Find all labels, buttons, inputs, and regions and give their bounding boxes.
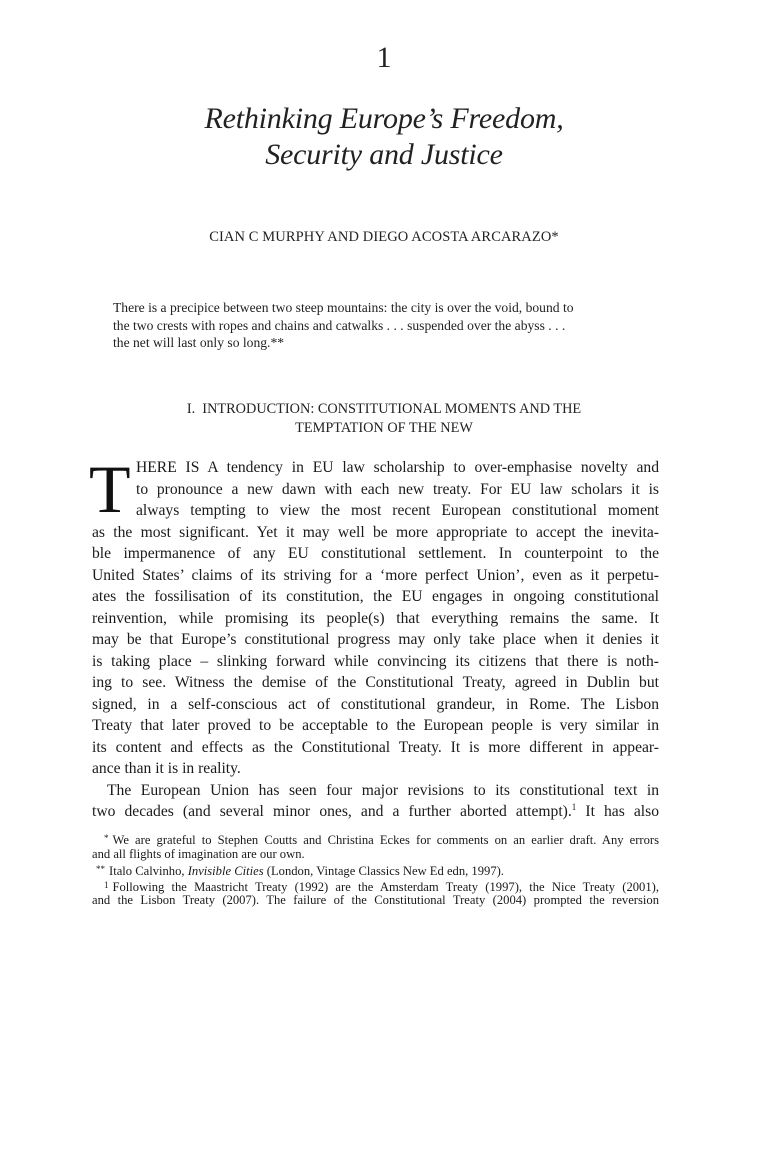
body-line: signed, in a self-conscious act of constitutional grandeur, in Rome. The Lisbon — [92, 695, 659, 713]
footnote-marker: ** — [96, 864, 105, 875]
chapter-title — [0, 101, 768, 173]
paragraph — [92, 780, 659, 823]
body-line: United States’ claims of its striving for a ‘more perfect Union’, even as it perpetu- — [92, 566, 659, 584]
footnote-line — [92, 831, 659, 847]
footnote-marker: 1 — [104, 879, 109, 890]
footnote-text: Italo Calvinho, — [109, 864, 188, 879]
body-text — [89, 451, 659, 823]
footnote-ref[interactable]: 1 — [571, 802, 577, 812]
body-line: as the most significant. Yet it may well be more appropriate to accept the inevita- — [92, 523, 659, 541]
body-line-text: two decades (and several minor ones, and a further aborted attempt). — [92, 803, 572, 820]
chapter-number: 1 — [376, 41, 392, 74]
body-line: reinvention, while promising its people(s) that everything remains the same. It — [92, 609, 659, 627]
body-line: may be that Europe’s constitutional progress may only take place when it denies it — [92, 631, 659, 648]
epigraph-line: the two crests with ropes and chains and catwalks . . . suspended over the abyss . . . — [113, 317, 566, 333]
epigraph-line: the net will last only so long.** — [113, 335, 285, 350]
footnote — [92, 878, 659, 909]
footnote-line: and the Lisbon Treaty (2007). The failure of the Constitutional Treaty (2004) prompted the reversion — [92, 893, 659, 908]
body-line: Treaty that later proved to be acceptable to the European people is very similar in — [92, 717, 659, 734]
book-title: Invisible Cities — [187, 864, 264, 879]
body-line: ates the fossilisation of its constitution, the EU engages in ongoing constitutional — [92, 588, 659, 605]
body-line: always tempting to view the most recent European constitutional moment — [136, 502, 659, 519]
body-line: HERE IS A tendency in EU law scholarship to over-emphasise novelty and — [136, 459, 659, 476]
body-line: The European Union has seen four major revisions to its constitutional text in — [107, 781, 659, 799]
chapter-title-line: Security and Justice — [265, 138, 503, 171]
footnote-line — [92, 862, 659, 878]
section-heading-line: TEMPTATION OF THE NEW — [295, 419, 473, 436]
epigraph-line: There is a precipice between two steep mountains: the city is over the void, bound to — [113, 300, 574, 315]
paragraph — [92, 457, 659, 780]
footnote-text: (London, Vintage Classics New Ed edn, 1997). — [263, 864, 504, 879]
footnote-text: We are grateful to Stephen Coutts and Christina Eckes for comments on an earlier draft. Any errors — [112, 833, 659, 847]
footnote-text: Following the Maastricht Treaty (1992) are the Amsterdam Treaty (1997), the Nice Treaty (2001), — [112, 879, 659, 894]
epigraph — [113, 299, 658, 352]
section-heading — [0, 400, 768, 437]
body-line-text: It has also — [585, 803, 659, 820]
section-heading-line: I. INTRODUCTION: CONSTITUTIONAL MOMENTS AND THE — [186, 401, 582, 417]
chapter-authors: CIAN C MURPHY AND DIEGO ACOSTA ARCARAZO* — [209, 229, 559, 245]
footnote — [92, 862, 659, 878]
body-line — [92, 801, 659, 823]
body-line: ance than it is in reality. — [92, 760, 241, 777]
footnote — [92, 831, 659, 862]
chapter-title-line: Rethinking Europe’s Freedom, — [204, 102, 564, 135]
footnote-line — [92, 878, 659, 894]
body-line: ing to see. Witness the demise of the Constitutional Treaty, agreed in Dublin but — [92, 674, 659, 691]
body-line: to pronounce a new dawn with each new treaty. For EU law scholars it is — [136, 480, 659, 498]
body-line: its content and effects as the Constitutional Treaty. It is more different in appear- — [92, 738, 659, 756]
drop-cap: T — [89, 451, 131, 527]
footnotes — [92, 831, 659, 909]
body-line: is taking place – slinking forward while convincing its citizens that there is noth- — [92, 652, 659, 670]
footnote-marker: * — [104, 833, 109, 843]
footnote-line: and all flights of imagination are our own. — [92, 846, 305, 861]
body-line: ble impermanence of any EU constitutional settlement. In counterpoint to the — [92, 545, 659, 562]
